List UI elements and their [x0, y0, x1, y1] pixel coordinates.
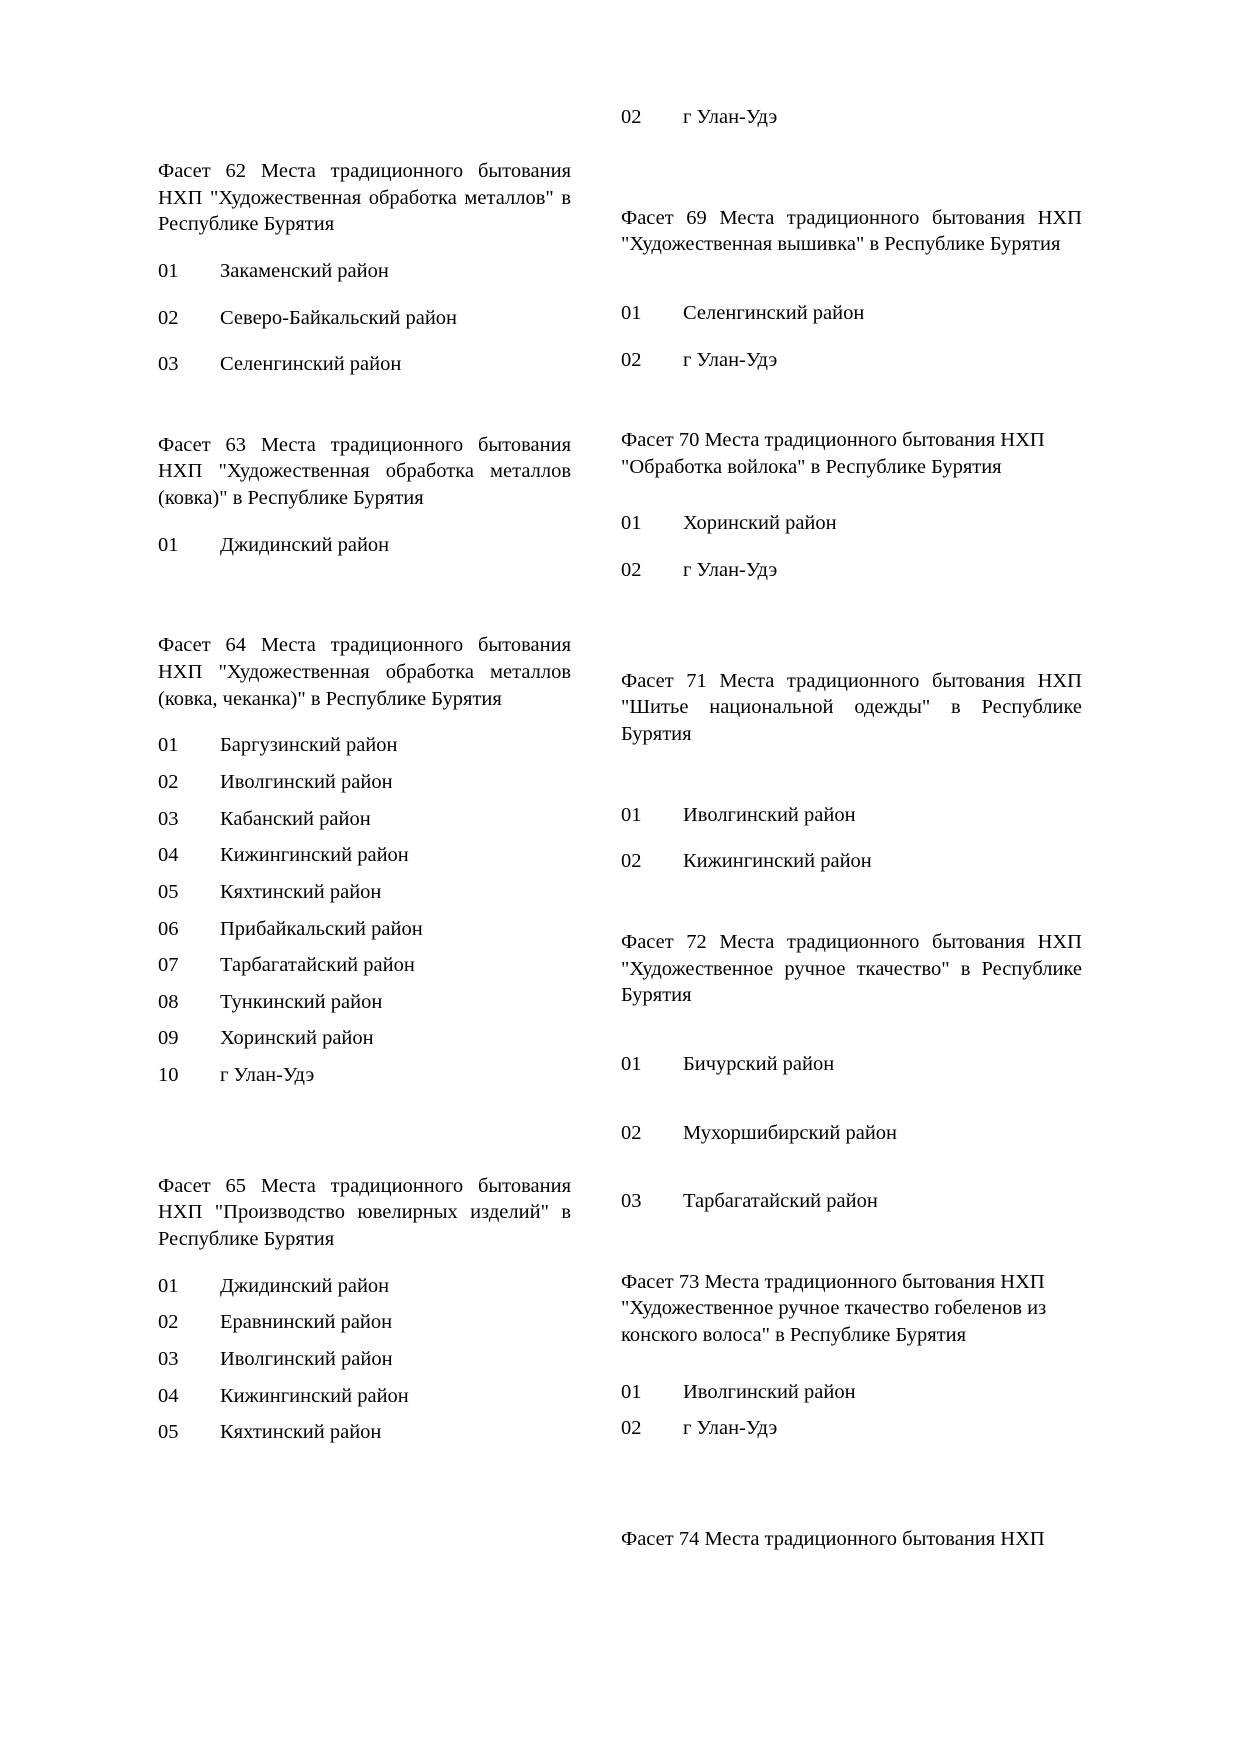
spacer	[158, 512, 571, 532]
entry-label: Тункинский район	[220, 990, 383, 1013]
spacer	[158, 1015, 571, 1025]
facet-heading-64: Фасет 64 Места традиционного бытования НХП "Художественная обработка металлов (ковка, чеканка)" в Республике Бурятия	[158, 634, 571, 710]
facet-heading-71: Фасет 71 Места традиционного бытования НХП "Шитье национальной одежды" в Республике Бурятия	[621, 669, 1082, 746]
entry-label: Селенгинский район	[220, 353, 402, 376]
entry-label: Баргузинский район	[220, 734, 398, 757]
spacer	[158, 1299, 571, 1309]
entry-code: 09	[158, 1027, 179, 1050]
entry-code: 04	[158, 844, 179, 867]
list-item	[621, 510, 1082, 537]
carryover-list-item	[621, 104, 1082, 131]
list-item	[158, 952, 571, 979]
entry-code: 02	[158, 306, 179, 329]
facet-block-72	[621, 929, 1082, 1215]
spacer	[158, 979, 571, 989]
list-item	[621, 1051, 1082, 1078]
entry-label: Прибайкальский район	[220, 917, 423, 940]
entry-code: 02	[621, 1417, 642, 1440]
facet-heading-63: Фасет 63 Места традиционного бытования НХП "Художественная обработка металлов (ковка)" в Республике Бурятия	[158, 433, 571, 510]
facet-heading-73: Фасет 73 Места традиционного бытования НХП "Художественное ручное ткачество гобеленов из конского волоса" в Республике Бурятия	[621, 1270, 1047, 1347]
entry-label: г Улан-Удэ	[683, 559, 778, 582]
entry-code: 01	[621, 512, 642, 535]
facet-block-71	[621, 668, 1082, 875]
entry-label: Хоринский район	[220, 1027, 374, 1050]
left-column	[158, 104, 571, 1664]
spacer	[158, 712, 571, 732]
list-item	[158, 1273, 571, 1300]
spacer	[621, 875, 1082, 929]
entry-code: 05	[158, 1421, 179, 1444]
spacer	[621, 584, 1082, 638]
entry-label: Иволгинский район	[220, 770, 393, 793]
entry-label: г Улан-Удэ	[220, 1064, 315, 1087]
spacer	[158, 906, 571, 916]
entry-label: Кижингинский район	[220, 1384, 409, 1407]
spacer	[158, 759, 571, 769]
spacer	[158, 331, 571, 351]
entry-code: 02	[621, 1121, 642, 1144]
entry-label: Джидинский район	[220, 1274, 390, 1297]
spacer	[621, 373, 1082, 427]
entry-label: Закаменский район	[220, 259, 389, 282]
entry-label: Кабанский район	[220, 807, 371, 830]
entry-label: Кяхтинский район	[220, 880, 382, 903]
entry-code: 02	[621, 850, 642, 873]
list-item	[158, 806, 571, 833]
entry-code: 01	[621, 803, 642, 826]
facet-block-65	[158, 1173, 571, 1446]
entry-code: 02	[621, 559, 642, 582]
entry-code: 08	[158, 990, 179, 1013]
spacer	[158, 1409, 571, 1419]
entry-label: Мухоршибирский район	[683, 1121, 898, 1144]
spacer	[621, 258, 1082, 300]
left-top-spacer	[158, 104, 571, 158]
facet-heading-74: Фасет 74 Места традиционного бытования НХП	[621, 1528, 1045, 1551]
entry-label: Селенгинский район	[683, 301, 865, 324]
spacer	[621, 1405, 1082, 1415]
spacer	[158, 1336, 571, 1346]
spacer	[621, 1215, 1082, 1269]
list-item	[621, 347, 1082, 374]
list-item	[158, 532, 571, 559]
entry-label: Хоринский район	[683, 512, 837, 535]
spacer	[621, 1009, 1082, 1051]
spacer	[158, 238, 571, 258]
list-item	[158, 732, 571, 759]
entry-label: Иволгинский район	[683, 803, 856, 826]
entry-code: 03	[621, 1190, 642, 1213]
list-item	[621, 1379, 1082, 1406]
spacer	[621, 327, 1082, 347]
entry-label: Тарбагатайский район	[683, 1190, 878, 1213]
facet-block-73	[621, 1269, 1082, 1442]
list-item	[158, 1346, 571, 1373]
list-item	[621, 300, 1082, 327]
spacer	[158, 942, 571, 952]
list-item	[621, 557, 1082, 584]
entry-label: Иволгинский район	[683, 1380, 856, 1403]
spacer	[621, 748, 1082, 802]
list-item	[158, 1309, 571, 1336]
entry-label: Кижингинский район	[220, 844, 409, 867]
entry-code: 04	[158, 1384, 179, 1407]
entry-code: 01	[158, 734, 179, 757]
entry-code: 07	[158, 954, 179, 977]
two-column-body	[158, 104, 1082, 1664]
spacer	[621, 828, 1082, 848]
entry-label: Кяхтинский район	[220, 1421, 382, 1444]
list-item	[158, 305, 571, 332]
list-item	[158, 1062, 571, 1089]
list-item	[158, 1025, 571, 1052]
entry-code: 03	[158, 807, 179, 830]
spacer	[158, 378, 571, 432]
list-item	[158, 879, 571, 906]
entry-code: 02	[621, 106, 642, 128]
spacer	[158, 832, 571, 842]
entry-label: Кижингинский район	[683, 850, 872, 873]
spacer	[621, 1442, 1082, 1496]
facet-heading-65: Фасет 65 Места традиционного бытования НХП "Производство ювелирных изделий" в Республике Бурятия	[158, 1174, 571, 1251]
spacer	[158, 1143, 571, 1173]
entry-code: 10	[158, 1064, 179, 1087]
entry-code: 01	[621, 301, 642, 324]
spacer	[621, 537, 1082, 557]
entry-code: 02	[158, 1311, 179, 1334]
facet-block-70	[621, 427, 1082, 584]
facet-block-69	[621, 205, 1082, 374]
facet-heading-62: Фасет 62 Места традиционного бытования НХП "Художественная обработка металлов" в Республике Бурятия	[158, 160, 571, 236]
entry-code: 06	[158, 917, 179, 940]
list-item	[158, 916, 571, 943]
spacer	[621, 480, 1082, 510]
entry-code: 01	[621, 1380, 642, 1403]
list-item	[158, 989, 571, 1016]
entry-code: 02	[158, 770, 179, 793]
spacer	[158, 1253, 571, 1273]
spacer	[158, 869, 571, 879]
facet-block-63	[158, 432, 571, 559]
spacer	[158, 285, 571, 305]
spacer	[158, 1373, 571, 1383]
facet-block-74	[621, 1526, 1082, 1553]
entry-code: 01	[158, 259, 179, 282]
list-item	[621, 1120, 1082, 1147]
spacer	[621, 1078, 1082, 1120]
entry-label: г Улан-Удэ	[683, 106, 778, 128]
entry-label: Северо-Байкальский район	[220, 306, 458, 329]
entry-label: Тарбагатайский район	[220, 954, 415, 977]
list-item	[621, 1415, 1082, 1442]
list-item	[621, 848, 1082, 875]
facet-heading-72: Фасет 72 Места традиционного бытования НХП "Художественное ручное ткачество" в Республике Бурятия	[621, 930, 1082, 1007]
list-item	[158, 769, 571, 796]
entry-code: 01	[158, 533, 179, 556]
entry-label: Джидинский район	[220, 533, 390, 556]
list-item	[158, 351, 571, 378]
entry-label: Еравнинский район	[220, 1311, 393, 1334]
spacer	[621, 131, 1082, 185]
facet-heading-70: Фасет 70 Места традиционного бытования НХП "Обработка войлока" в Республике Бурятия	[621, 429, 1045, 478]
list-item	[158, 1383, 571, 1410]
spacer	[158, 796, 571, 806]
spacer	[158, 1052, 571, 1062]
spacer	[158, 1089, 571, 1143]
list-item	[621, 802, 1082, 829]
entry-code: 02	[621, 348, 642, 371]
list-item	[158, 258, 571, 285]
facet-heading-69: Фасет 69 Места традиционного бытования НХП "Художественная вышивка" в Республике Бурятия	[621, 206, 1082, 256]
list-item	[158, 842, 571, 869]
list-item	[621, 1188, 1082, 1215]
spacer	[158, 558, 571, 612]
list-item	[158, 1419, 571, 1446]
spacer	[621, 1349, 1082, 1379]
right-column	[621, 104, 1082, 1664]
entry-label: г Улан-Удэ	[683, 1417, 778, 1440]
facet-block-64	[158, 632, 571, 1088]
facet-block-62	[158, 158, 571, 378]
entry-label: Иволгинский район	[220, 1347, 393, 1370]
entry-label: г Улан-Удэ	[683, 348, 778, 371]
entry-code: 01	[621, 1052, 642, 1075]
entry-code: 03	[158, 1347, 179, 1370]
spacer	[621, 1146, 1082, 1188]
spacer	[621, 1496, 1082, 1526]
spacer	[158, 612, 571, 632]
entry-code: 01	[158, 1274, 179, 1297]
entry-code: 03	[158, 353, 179, 376]
spacer	[621, 638, 1082, 668]
entry-label: Бичурский район	[683, 1052, 835, 1075]
entry-code: 05	[158, 880, 179, 903]
spacer	[621, 185, 1082, 205]
